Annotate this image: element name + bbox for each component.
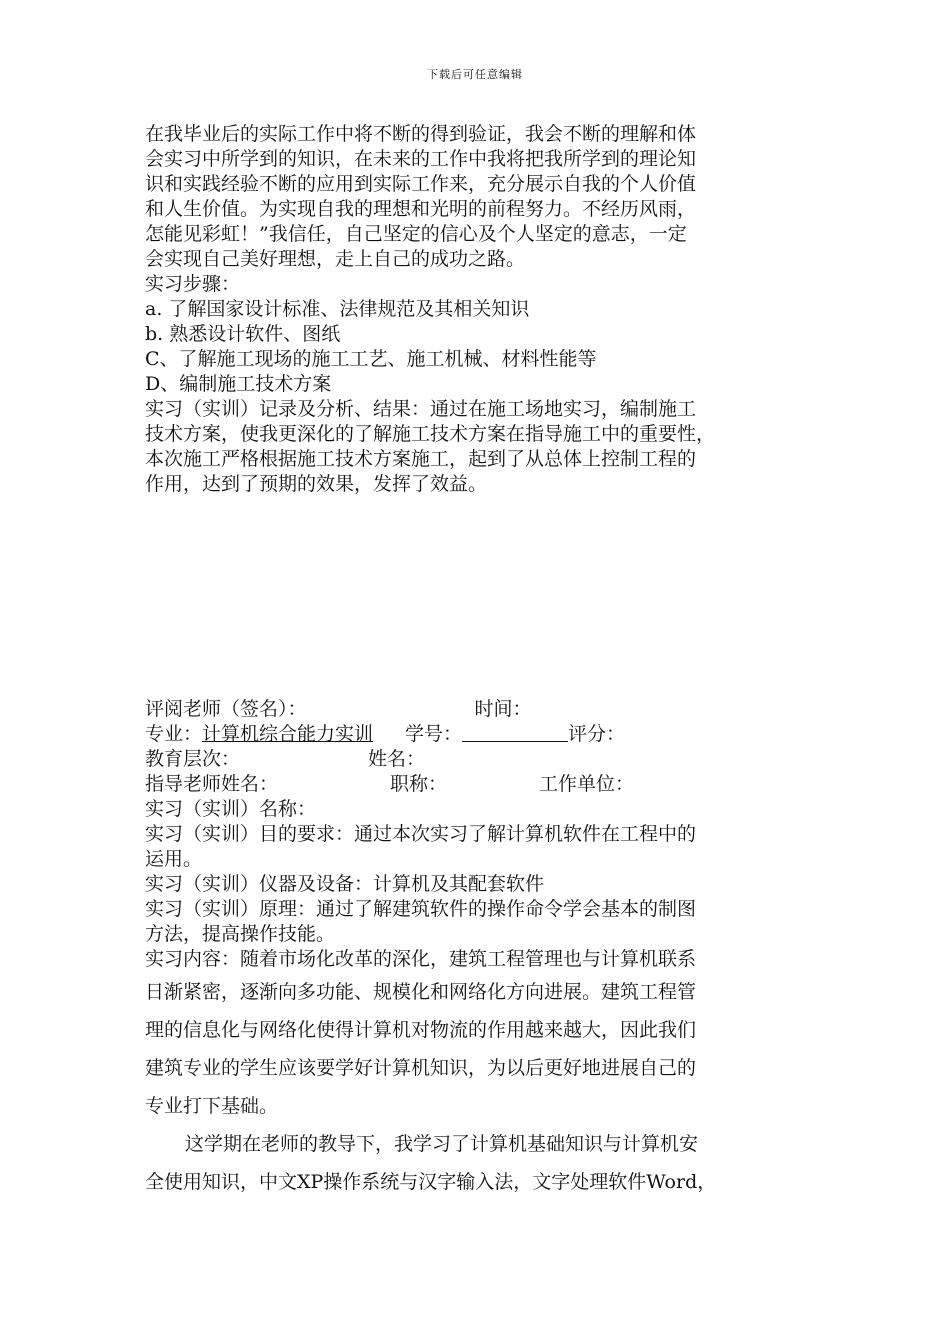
major-value: 计算机综合能力实训 (202, 723, 374, 745)
content-line: 日渐紧密，逐渐向多功能、规模化和网络化方向进展。建筑工程管 (145, 981, 697, 1003)
education-label: 教育层次： (145, 748, 241, 770)
form-line: 方法，提高操作技能。 (145, 923, 336, 945)
advisor-row (145, 772, 825, 797)
content-line: 全使用知识，中文XP操作系统与汉字输入法，文字处理软件Word， (145, 1171, 717, 1193)
reviewer-label: 评阅老师（签名）： (145, 698, 307, 720)
record-line: 本次施工严格根据施工技术方案施工，起到了从总体上控制工程的 (145, 448, 697, 470)
major-row (145, 722, 825, 747)
page-header-note: 下载后可任意编辑 (427, 68, 523, 81)
text-line: 会实现自己美好理想，走上自己的成功之路。 (145, 248, 526, 270)
step-item: D、编制施工技术方案 (145, 373, 332, 395)
title-label: 职称： (390, 773, 448, 795)
form-line: 实习（实训）仪器及设备：计算机及其配套软件 (145, 873, 545, 895)
content-line: 理的信息化与网络化使得计算机对物流的作用越来越大，因此我们 (145, 1019, 697, 1041)
text-line: 在我毕业后的实际工作中将不断的得到验证，我会不断的理解和体 (145, 123, 697, 145)
major-label: 专业： (145, 723, 203, 745)
text-line: 怎能见彩虹！”我信任，自己坚定的信心及个人坚定的意志，一定 (145, 223, 687, 245)
form-line: 实习（实训）目的要求：通过本次实习了解计算机软件在工程中的 (145, 823, 697, 845)
content-paragraph (145, 973, 825, 1201)
education-row (145, 747, 825, 772)
text-line: 和人生价值。为实现自我的理想和光明的前程努力。不经历风雨， (145, 198, 697, 220)
content-line: 这学期在老师的教导下，我学习了计算机基础知识与计算机安 (185, 1133, 699, 1155)
score-label: 评分： (568, 723, 626, 745)
reviewer-row (145, 697, 825, 722)
content-line: 专业打下基础。 (145, 1095, 279, 1117)
text-line: 识和实践经验不断的应用到实际工作来，充分展示自我的个人价值 (145, 173, 697, 195)
record-line: 技术方案，使我更深化的了解施工技术方案在指导施工中的重要性， (145, 423, 716, 445)
unit-label: 工作单位： (539, 773, 635, 795)
step-item: C、了解施工现场的施工工艺、施工机械、材料性能等 (145, 348, 597, 370)
name-label: 姓名： (368, 748, 426, 770)
steps-title: 实习步骤： (145, 273, 241, 295)
content-first-line: 实习内容：随着市场化改革的深化，建筑工程管理也与计算机联系 (145, 948, 697, 970)
student-id-blank (462, 723, 568, 742)
internship-form (145, 697, 825, 972)
form-line: 运用。 (145, 848, 203, 870)
record-line: 作用，达到了预期的效果，发挥了效益。 (145, 473, 488, 495)
time-label: 时间： (474, 698, 532, 720)
student-id-label: 学号： (405, 723, 463, 745)
advisor-label: 指导老师姓名： (145, 773, 279, 795)
content-line: 建筑专业的学生应该要学好计算机知识，为以后更好地进展自己的 (145, 1057, 697, 1079)
step-item: a. 了解国家设计标准、法律规范及其相关知识 (145, 298, 530, 320)
step-item: b. 熟悉设计软件、图纸 (145, 323, 341, 345)
paragraph-summary (145, 122, 825, 497)
record-line: 实习（实训）记录及分析、结果：通过在施工场地实习，编制施工 (145, 398, 697, 420)
form-line: 实习（实训）名称： (145, 798, 317, 820)
text-line: 会实习中所学到的知识，在未来的工作中我将把我所学到的理论知 (145, 148, 697, 170)
form-line: 实习（实训）原理：通过了解建筑软件的操作命令学会基本的制图 (145, 898, 697, 920)
